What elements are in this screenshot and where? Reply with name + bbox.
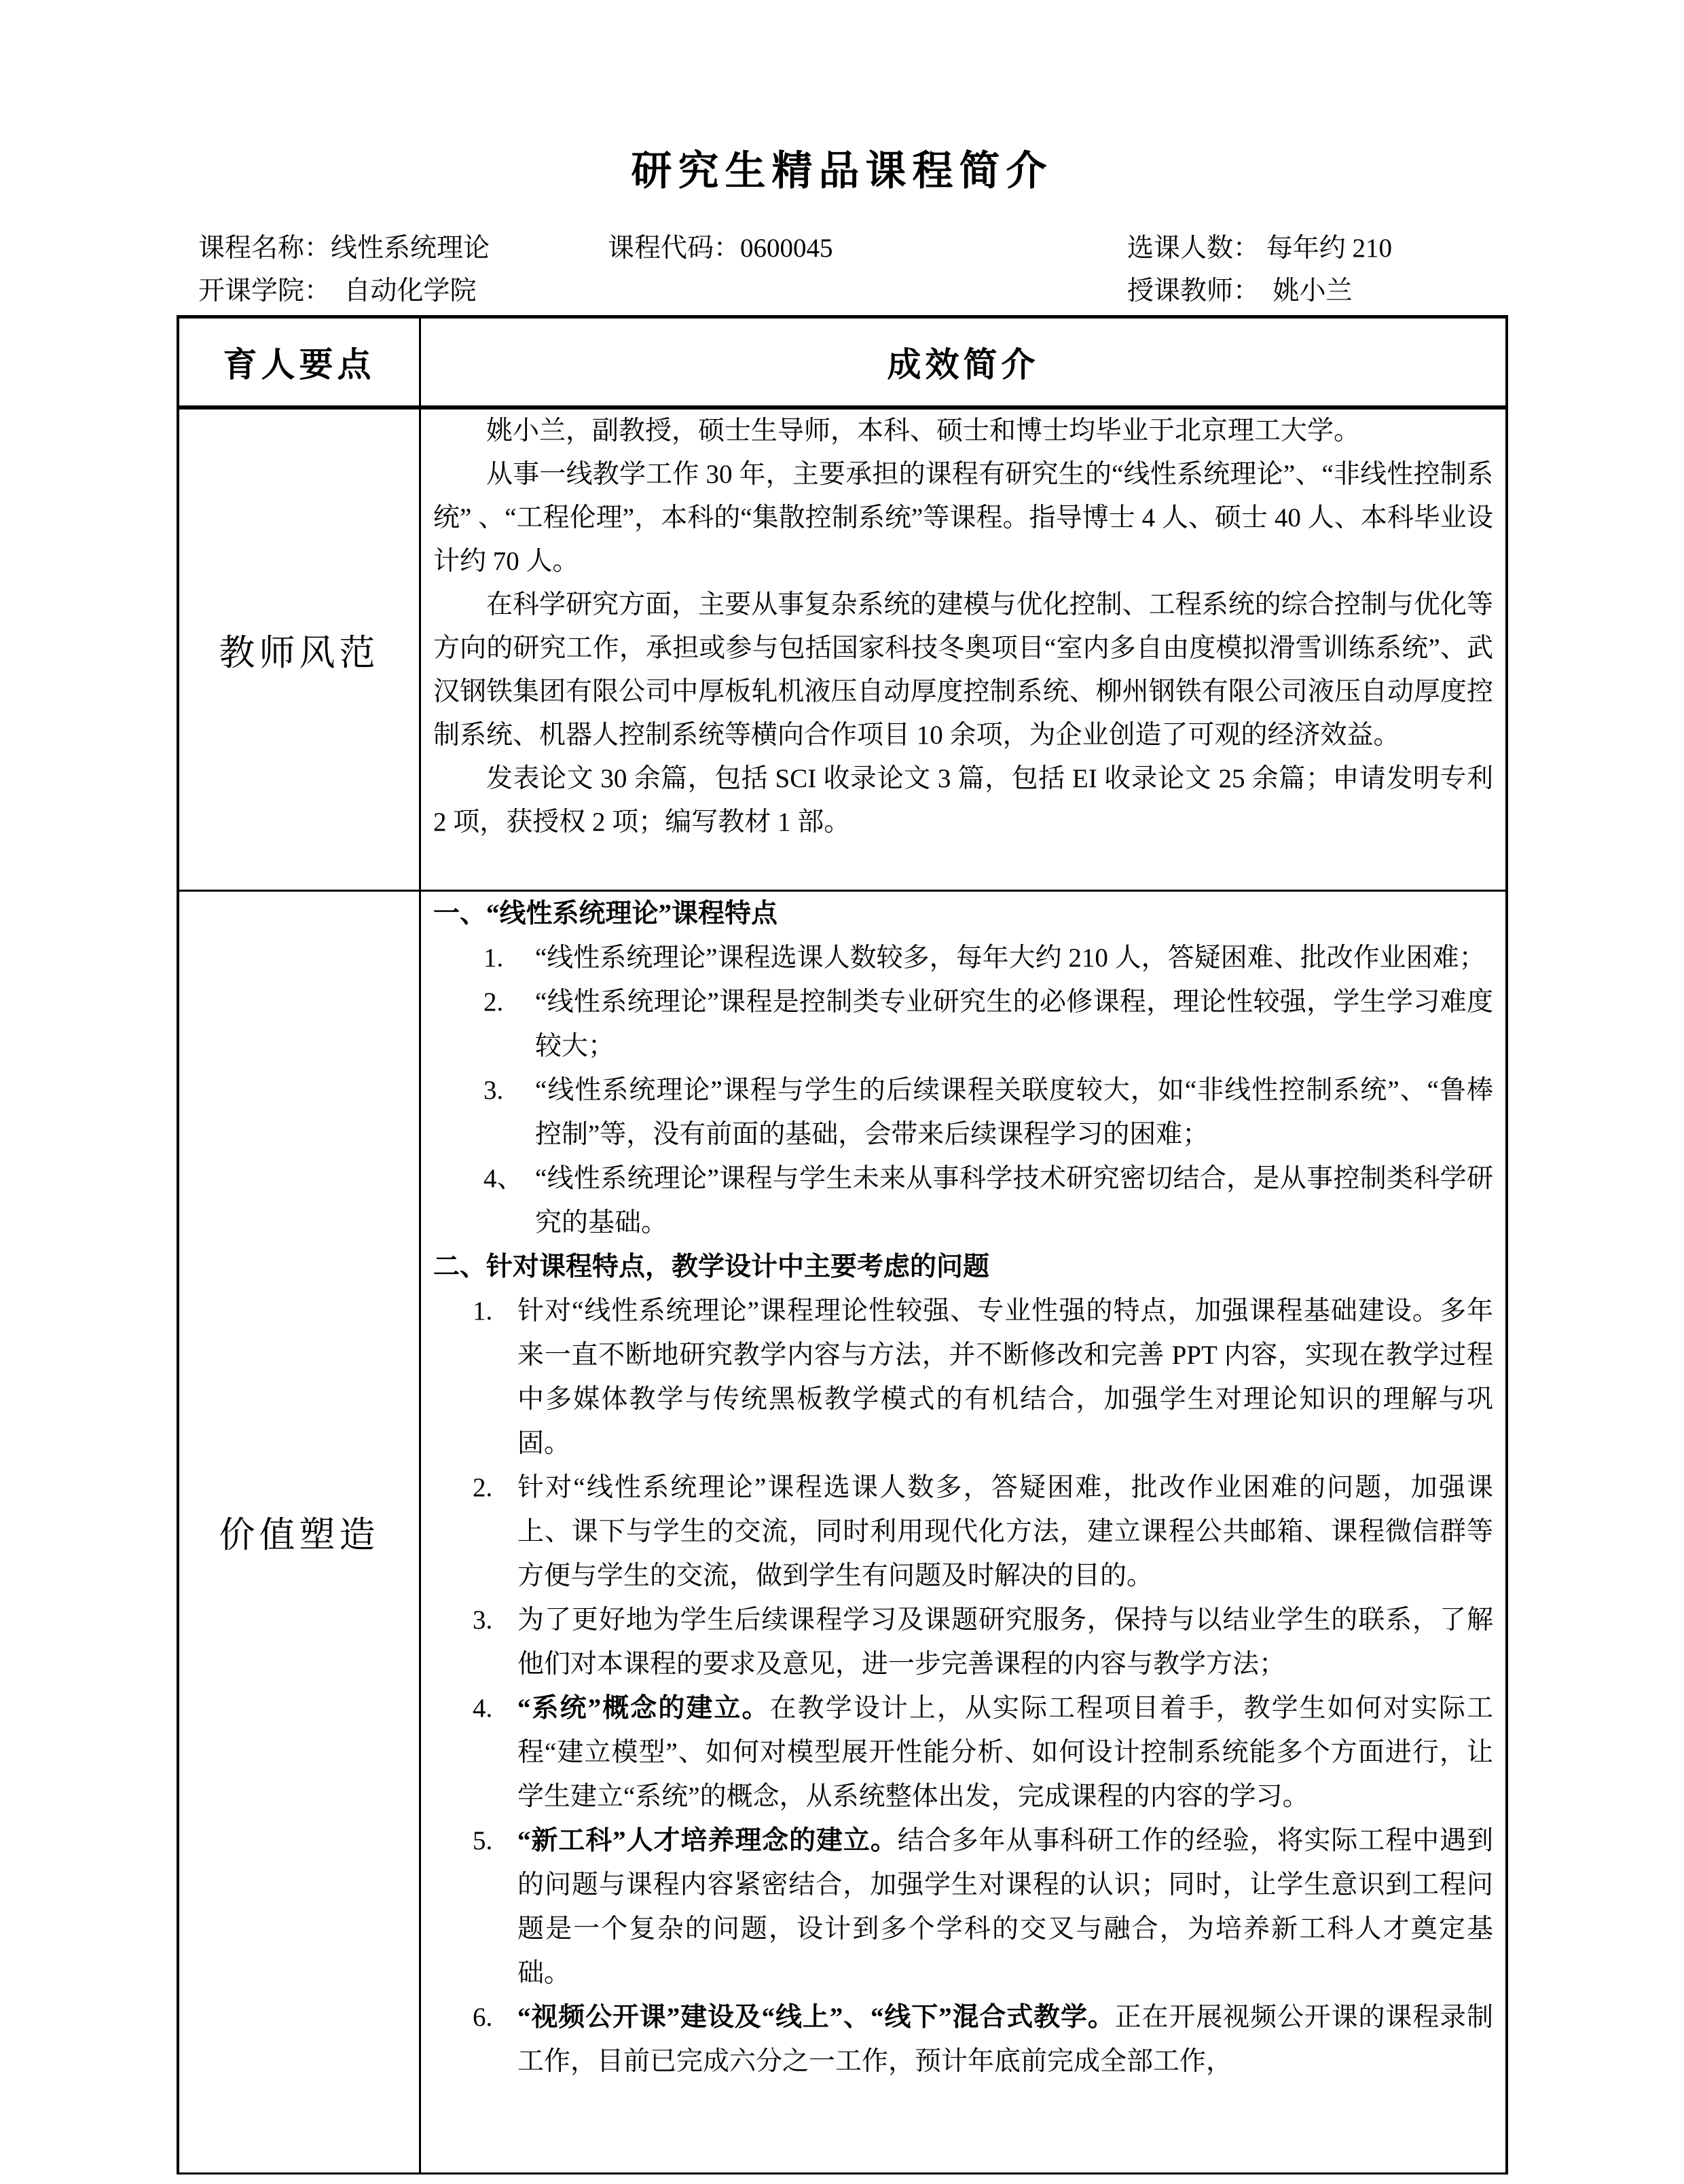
list-item xyxy=(433,1598,1493,1686)
list-item xyxy=(433,1068,1493,1157)
list-item-text: “线性系统理论”课程与学生未来从事科学技术研究密切结合，是从事控制类科学研究的基础。 xyxy=(535,1164,1493,1237)
list-item-text: “线性系统理论”课程与学生的后续课程关联度较大，如“非线性控制系统”、“鲁棒控制”等，没有前面的基础，会带来后续课程学习的困难； xyxy=(535,1076,1493,1149)
list-item-number: 1. xyxy=(473,1296,493,1326)
list-item-number: 2. xyxy=(473,1473,493,1502)
header-cell-summary: 成效简介 xyxy=(887,346,1040,384)
list-item xyxy=(433,1995,1493,2083)
list-item-text: “线性系统理论”课程是控制类专业研究生的必修课程，理论性较强，学生学习难度较大； xyxy=(535,987,1493,1061)
table-row-value-shaping xyxy=(179,892,1505,2174)
list-item xyxy=(433,1686,1493,1819)
list-item-bold-lead: “系统”概念的建立。 xyxy=(517,1694,770,1723)
enrollment-field: 选课人数： 每年约 210 xyxy=(1127,234,1393,263)
value-shaping-section xyxy=(433,892,1493,1245)
list-item xyxy=(433,1819,1493,1995)
list-item-text: 针对“线性系统理论”课程选课人数多，答疑困难，批改作业困难的问题，加强课上、课下与学生的交流，同时利用现代化方法，建立课程公共邮箱、课程微信群等方便与学生的交流，做到学生有问题及时解决的目的。 xyxy=(517,1473,1493,1590)
list-item-number: 4. xyxy=(473,1694,493,1723)
list-item-bold-lead: “视频公开课”建设及“线上”、“线下”混合式教学。 xyxy=(517,2003,1115,2032)
teacher-ethos-content-cell xyxy=(421,410,1505,890)
list-item xyxy=(433,1289,1493,1466)
header-cell-key-points: 育人要点 xyxy=(179,318,421,405)
list-item-text: 针对“线性系统理论”课程理论性较强、专业性强的特点，加强课程基础建设。多年来一直不断地研究教学内容与方法，并不断修改和完善 PPT 内容，实现在教学过程中多媒体教学与传统黑板教学模式的有机结合，加强学生对理论知识的理解与巩固。 xyxy=(517,1296,1493,1458)
list-item xyxy=(433,980,1493,1068)
row-label-teacher-ethos: 教师风范 xyxy=(179,410,421,890)
list-item-text: “线性系统理论”课程选课人数较多，每年大约 210 人，答疑困难、批改作业困难； xyxy=(535,943,1486,972)
course-table xyxy=(177,315,1508,2174)
list-item-number: 3. xyxy=(483,1076,504,1105)
value-shaping-section xyxy=(433,1245,1493,2083)
teacher-field: 授课教师： 姚小兰 xyxy=(1127,276,1353,306)
list-item-number: 5. xyxy=(473,1826,493,1855)
teacher-ethos-paragraph: 从事一线教学工作 30 年，主要承担的课程有研究生的“线性系统理论”、“非线性控制系统” 、“工程伦理”，本科的“集散控制系统”等课程。指导博士 4 人、硕士 40 人、本科毕业设计约 70 人。 xyxy=(433,460,1493,576)
page-title: 研究生精品课程简介 xyxy=(631,149,1053,194)
section-heading: 二、针对课程特点，教学设计中主要考虑的问题 xyxy=(433,1252,990,1281)
teacher-ethos-paragraph: 在科学研究方面，主要从事复杂系统的建模与优化控制、工程系统的综合控制与优化等方向的研究工作，承担或参与包括国家科技冬奥项目“室内多自由度模拟滑雪训练系统”、武汉钢铁集团有限公司中厚板轧机液压自动厚度控制系统、柳州钢铁有限公司液压自动厚度控制系统、机器人控制系统等横向合作项目 10 余项，为企业创造了可观的经济效益。 xyxy=(433,590,1493,750)
table-header-row xyxy=(179,318,1505,410)
list-item-text: 在教学设计上，从实际工程项目着手，教学生如何对实际工程“建立模型”、如何对模型展开性能分析、如何设计控制系统能多个方面进行，让学生建立“系统”的概念，从系统整体出发，完成课程的内容的学习。 xyxy=(517,1694,1493,1811)
list-item-number: 4、 xyxy=(483,1164,524,1193)
list-item-text: 结合多年从事科研工作的经验，将实际工程中遇到的问题与课程内容紧密结合，加强学生对课程的认识；同时，让学生意识到工程问题是一个复杂的问题，设计到多个学科的交叉与融合，为培养新工科人才奠定基础。 xyxy=(517,1826,1493,1988)
course-code-field: 课程代码：0600045 xyxy=(608,234,833,263)
list-item-number: 2. xyxy=(483,987,504,1017)
list-item-number: 1. xyxy=(483,943,504,972)
list-item-number: 6. xyxy=(473,2003,493,2032)
list-item xyxy=(433,1466,1493,1598)
section-heading: 一、“线性系统理论”课程特点 xyxy=(433,899,778,928)
list-item-bold-lead: “新工科”人才培养理念的建立。 xyxy=(517,1826,898,1855)
value-shaping-content-cell xyxy=(421,892,1505,2172)
teacher-ethos-paragraph: 姚小兰，副教授，硕士生导师，本科、硕士和博士均毕业于北京理工大学。 xyxy=(486,416,1361,445)
table-row-teacher-ethos xyxy=(179,410,1505,892)
list-item-text: 为了更好地为学生后续课程学习及课题研究服务，保持与以结业学生的联系，了解他们对本课程的要求及意见，进一步完善课程的内容与教学方法； xyxy=(517,1605,1493,1679)
list-item xyxy=(433,1157,1493,1245)
list-item-text: 正在开展视频公开课的课程录制工作，目前已完成六分之一工作，预计年底前完成全部工作， xyxy=(517,2003,1493,2076)
list-item-number: 3. xyxy=(473,1605,493,1635)
list-item xyxy=(433,936,1493,980)
teacher-ethos-paragraph: 发表论文 30 余篇，包括 SCI 收录论文 3 篇，包括 EI 收录论文 25 余篇；申请发明专利 2 项，获授权 2 项；编写教材 1 部。 xyxy=(433,764,1493,837)
school-field: 开课学院： 自动化学院 xyxy=(198,276,477,306)
row-label-value-shaping: 价值塑造 xyxy=(179,892,421,2172)
course-name-field: 课程名称：线性系统理论 xyxy=(198,234,490,263)
